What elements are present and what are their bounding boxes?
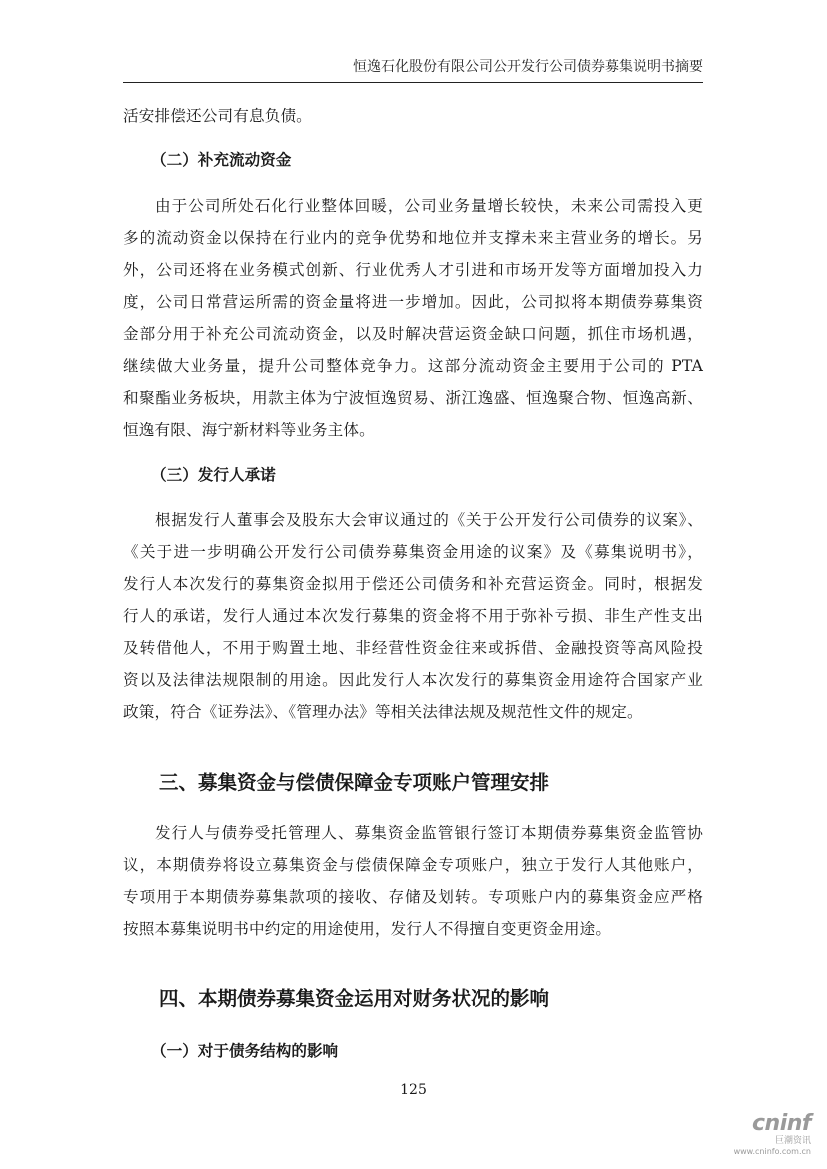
text-line: 由于公司所处石化行业整体回暖，公司业务量增长较快，未来公司需投入更 [155,197,703,215]
watermark-subtitle: 巨潮资讯 [774,1136,811,1146]
paragraph-issuer-commitment [123,504,703,728]
text-line: 活安排偿还公司有息负债。 [123,107,312,125]
section-heading-financial-impact: 四、本期债券募集资金运用对财务状况的影响 [159,987,550,1010]
text-line: 多的流动资金以保持在行业内的竞争优势和地位并支撑未来主营业务的增长。另 [123,229,703,247]
text-line: 金部分用于补充公司流动资金，以及时解决营运资金缺口问题，抓住市场机遇， [123,325,703,343]
text-line: 发行人与债券受托管理人、募集资金监管银行签订本期债券募集资金监管协 [155,824,703,842]
watermark-logo-text: cninf [752,1111,811,1136]
text-line: 行人的承诺，发行人通过本次发行募集的资金将不用于弥补亏损、非生产性支出 [123,607,703,625]
text-line: 专项用于本期债券募集款项的接收、存储及划转。专项账户内的募集资金应严格 [123,888,703,906]
text-line: 议，本期债券将设立募集资金与偿债保障金专项账户，独立于发行人其他账户， [123,856,703,874]
cninfo-watermark-logo [721,1112,811,1160]
paragraph-working-capital [123,190,703,446]
text-line: 政策，符合《证券法》、《管理办法》等相关法律法规及规范性文件的规定。 [123,703,643,721]
text-line: 资以及法律法规限制的用途。因此发行人本次发行的募集资金用途符合国家产业 [123,671,703,689]
document-title: 恒逸石化股份有限公司公开发行公司债券募集说明书摘要 [353,59,703,75]
paragraph-continuation [123,100,703,132]
text-line: 《关于进一步明确公开发行公司债券募集资金用途的议案》及《募集说明书》， [123,543,703,561]
text-line: 根据发行人董事会及股东大会审议通过的《关于公开发行公司债券的议案》、 [155,511,703,529]
section-heading-account-management: 三、募集资金与偿债保障金专项账户管理安排 [159,771,550,794]
page-number: 125 [400,1082,427,1098]
text-line: 度，公司日常营运所需的资金量将进一步增加。因此，公司拟将本期债券募集资 [123,293,703,311]
text-line: 按照本募集说明书中约定的用途使用，发行人不得擅自变更资金用途。 [123,920,612,938]
subheading-issuer-commitment: （三）发行人承诺 [151,466,276,484]
text-line: 发行人本次发行的募集资金拟用于偿还公司债务和补充营运资金。同时，根据发 [123,575,703,593]
text-line: 继续做大业务量，提升公司整体竞争力。这部分流动资金主要用于公司的 PTA [123,357,703,375]
text-line: 及转借他人，不用于购置土地、非经营性资金往来或拆借、金融投资等高风险投 [123,639,703,657]
text-line: 和聚酯业务板块，用款主体为宁波恒逸贸易、浙江逸盛、恒逸聚合物、恒逸高新、 [123,389,703,407]
page-header [123,58,703,83]
text-line: 恒逸有限、海宁新材料等业务主体。 [123,421,375,439]
subheading-working-capital: （二）补充流动资金 [151,151,292,169]
paragraph-account-management [123,817,703,945]
subheading-debt-structure: （一）对于债务结构的影响 [151,1042,339,1060]
watermark-url: www.cninfo.com.cn [733,1147,811,1156]
text-line: 外，公司还将在业务模式创新、行业优秀人才引进和市场开发等方面增加投入力 [123,261,703,279]
